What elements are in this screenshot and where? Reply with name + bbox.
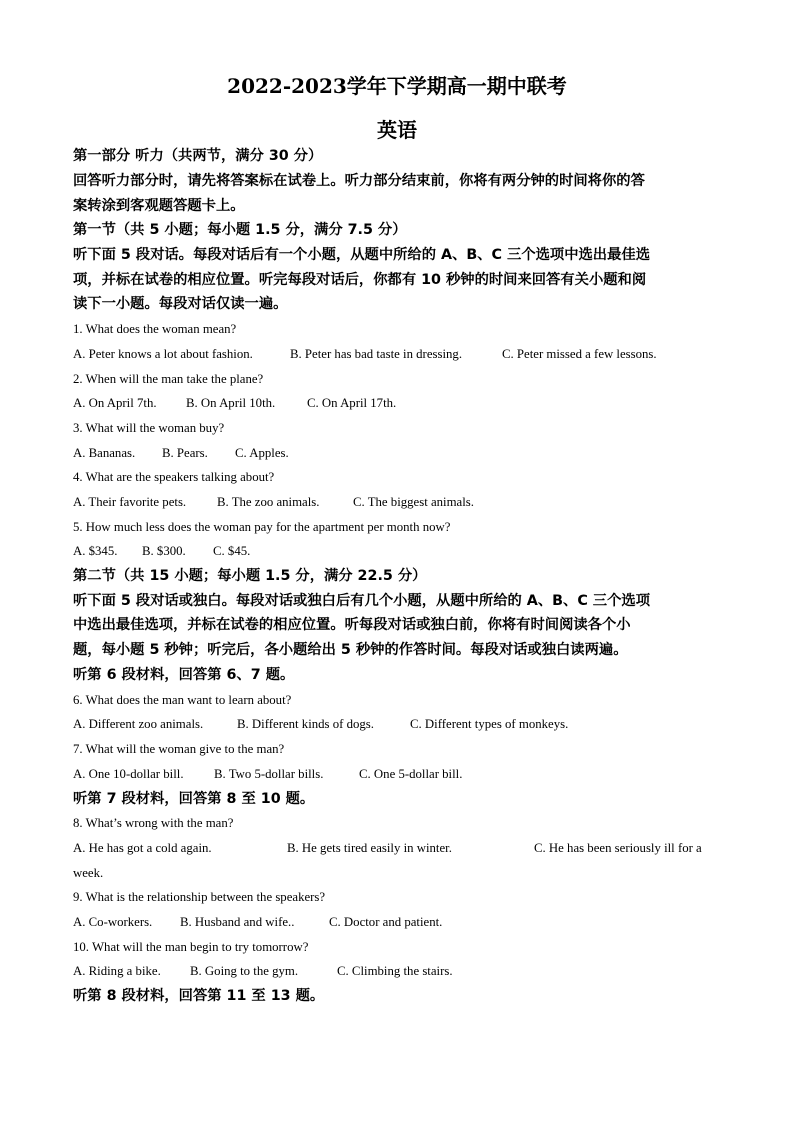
option-a: A. Different zoo animals. xyxy=(73,717,204,731)
option-c: C. Apples. xyxy=(235,446,289,460)
option-a: A. One 10-dollar bill. xyxy=(73,767,184,781)
question-4-options xyxy=(73,494,474,510)
option-b: B. Husband and wife.. xyxy=(180,915,295,929)
question-3-stem: 3. What will the woman buy? xyxy=(73,421,225,435)
question-9-stem: 9. What is the relationship between the speakers? xyxy=(73,890,326,904)
question-2-options xyxy=(73,395,396,411)
option-c: C. On April 17th. xyxy=(307,396,397,410)
option-a: A. Peter knows a lot about fashion. xyxy=(73,347,253,361)
material-6-heading: 听第 6 段材料，回答第 6、7 题。 xyxy=(73,667,295,683)
section-one-heading: 第一节（共 5 小题；每小题 1.5 分，满分 7.5 分） xyxy=(73,222,407,238)
question-10-stem: 10. What will the man begin to try tomorrow? xyxy=(73,940,309,954)
option-c: C. He has been seriously ill for a xyxy=(534,841,702,855)
subject-title: 英语 xyxy=(377,118,417,142)
option-c: C. $45. xyxy=(213,544,251,558)
exam-title: 2022-2023学年下学期高一期中联考 xyxy=(227,74,567,98)
question-5-options xyxy=(73,543,250,559)
option-b: B. On April 10th. xyxy=(186,396,276,410)
option-a: A. Bananas. xyxy=(73,446,136,460)
section-one-instr-line3: 读下一小题。每段对话仅读一遍。 xyxy=(73,296,288,312)
option-b: B. $300. xyxy=(142,544,186,558)
option-b: B. The zoo animals. xyxy=(217,495,320,509)
question-10-options xyxy=(73,963,453,979)
option-a: A. Co-workers. xyxy=(73,915,153,929)
question-5-stem: 5. How much less does the woman pay for the apartment per month now? xyxy=(73,520,451,534)
option-b: B. He gets tired easily in winter. xyxy=(287,841,452,855)
option-c: C. One 5-dollar bill. xyxy=(359,767,463,781)
question-6-options xyxy=(73,716,568,732)
question-2-stem: 2. When will the man take the plane? xyxy=(73,372,264,386)
question-1-options xyxy=(73,346,657,362)
section-two-heading: 第二节（共 15 小题；每小题 1.5 分，满分 22.5 分） xyxy=(73,568,427,584)
section-one-instr-line1: 听下面 5 段对话。每段对话后有一个小题，从题中所给的 A、B、C 三个选项中选出最佳选 xyxy=(73,247,650,263)
part-one-intro-line2: 案转涂到客观题答题卡上。 xyxy=(73,198,245,214)
option-b: B. Going to the gym. xyxy=(190,964,299,978)
option-b: B. Peter has bad taste in dressing. xyxy=(290,347,463,361)
option-b: B. Pears. xyxy=(162,446,208,460)
question-3-options xyxy=(73,445,289,461)
question-7-stem: 7. What will the woman give to the man? xyxy=(73,742,285,756)
question-4-stem: 4. What are the speakers talking about? xyxy=(73,470,275,484)
part-one-intro-line1: 回答听力部分时，请先将答案标在试卷上。听力部分结束前，你将有两分钟的时间将你的答 xyxy=(73,173,645,189)
question-9-options xyxy=(73,914,442,930)
material-8-heading: 听第 8 段材料，回答第 11 至 13 题。 xyxy=(73,988,325,1004)
question-8-options xyxy=(73,840,702,856)
option-c: C. The biggest animals. xyxy=(353,495,474,509)
option-a: A. He has got a cold again. xyxy=(73,841,212,855)
section-two-instr-line1: 听下面 5 段对话或独白。每段对话或独白后有几个小题，从题中所给的 A、B、C 三个选项 xyxy=(73,593,650,609)
option-c: C. Doctor and patient. xyxy=(329,915,443,929)
question-8-option-c-continued: week. xyxy=(73,866,104,880)
option-a: A. Their favorite pets. xyxy=(73,495,187,509)
question-6-stem: 6. What does the man want to learn about? xyxy=(73,693,292,707)
section-two-instr-line3: 题，每小题 5 秒钟；听完后，各小题给出 5 秒钟的作答时间。每段对话或独白读两遍。 xyxy=(73,642,628,658)
option-a: A. On April 7th. xyxy=(73,396,157,410)
question-7-options xyxy=(73,766,462,782)
section-two-instr-line2: 中选出最佳选项，并标在试卷的相应位置。听每段对话或独白前，你将有时间阅读各个小 xyxy=(73,617,631,633)
section-one-instr-line2: 项，并标在试卷的相应位置。听完每段对话后，你都有 10 秒钟的时间来回答有关小题和阅 xyxy=(73,272,647,288)
option-a: A. $345. xyxy=(73,544,118,558)
option-c: C. Climbing the stairs. xyxy=(337,964,453,978)
option-a: A. Riding a bike. xyxy=(73,964,161,978)
option-c: C. Different types of monkeys. xyxy=(410,717,569,731)
question-8-stem: 8. What’s wrong with the man? xyxy=(73,816,234,830)
part-one-heading: 第一部分 听力（共两节，满分 30 分） xyxy=(73,148,323,164)
question-1-stem: 1. What does the woman mean? xyxy=(73,322,237,336)
option-c: C. Peter missed a few lessons. xyxy=(502,347,657,361)
material-7-heading: 听第 7 段材料，回答第 8 至 10 题。 xyxy=(73,791,315,807)
option-b: B. Different kinds of dogs. xyxy=(237,717,374,731)
option-b: B. Two 5-dollar bills. xyxy=(214,767,324,781)
